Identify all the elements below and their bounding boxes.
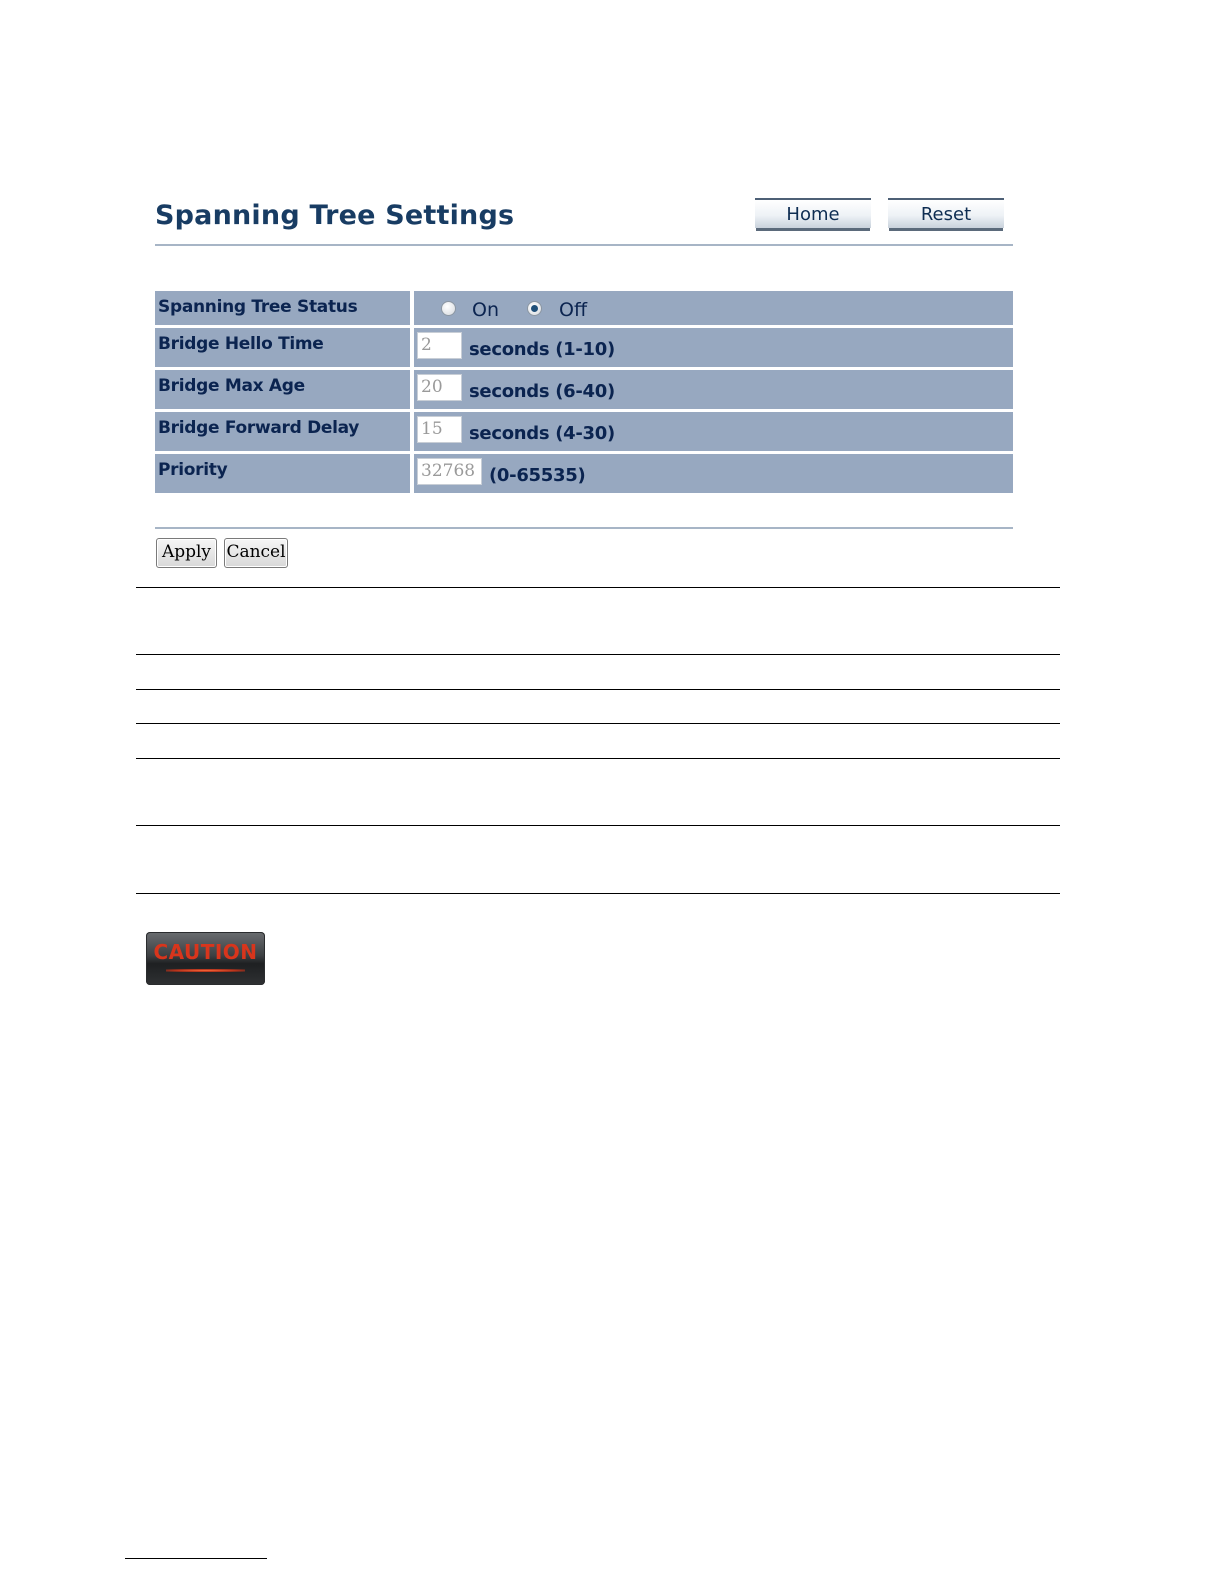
form-divider (155, 527, 1013, 529)
hello-time-row (155, 328, 1013, 367)
priority-label: Priority (155, 454, 410, 493)
doc-table-rule (136, 825, 1060, 826)
doc-table-rule (136, 723, 1060, 724)
doc-table-rule (136, 893, 1060, 894)
priority-value-cell (414, 454, 1013, 493)
hello-time-value-cell (414, 328, 1013, 367)
hello-time-label: Bridge Hello Time (155, 328, 410, 367)
status-off-radio[interactable] (527, 301, 542, 316)
max-age-value-cell (414, 370, 1013, 409)
doc-table-rule (136, 689, 1060, 690)
cancel-button[interactable]: Cancel (224, 538, 288, 568)
forward-delay-unit: seconds (4-30) (469, 423, 615, 444)
priority-row (155, 454, 1013, 493)
status-row (155, 291, 1013, 325)
hello-time-unit: seconds (1-10) (469, 339, 615, 360)
max-age-input[interactable]: 20 (417, 374, 462, 401)
forward-delay-input[interactable]: 15 (417, 416, 462, 443)
status-value-cell (414, 291, 1013, 325)
max-age-row (155, 370, 1013, 409)
home-button[interactable]: Home (755, 198, 871, 228)
status-on-label: On (472, 299, 499, 321)
apply-button[interactable]: Apply (156, 538, 217, 568)
doc-table-rule (136, 587, 1060, 588)
status-label: Spanning Tree Status (155, 291, 410, 325)
caution-label: CAUTION (153, 940, 258, 964)
max-age-label: Bridge Max Age (155, 370, 410, 409)
status-off-label: Off (559, 299, 588, 321)
priority-input[interactable]: 32768 (417, 458, 482, 485)
doc-table-rule (136, 654, 1060, 655)
forward-delay-value-cell (414, 412, 1013, 451)
doc-table-rule (136, 758, 1060, 759)
forward-delay-row (155, 412, 1013, 451)
forward-delay-label: Bridge Forward Delay (155, 412, 410, 451)
page-title: Spanning Tree Settings (155, 200, 515, 231)
status-on-radio[interactable] (441, 301, 456, 316)
caution-glow-icon (166, 969, 245, 972)
caution-badge (146, 932, 265, 985)
reset-button[interactable]: Reset (888, 198, 1004, 228)
hello-time-input[interactable]: 2 (417, 332, 462, 359)
max-age-unit: seconds (6-40) (469, 381, 615, 402)
title-divider (155, 244, 1013, 246)
footnote-rule (125, 1558, 267, 1559)
priority-unit: (0-65535) (489, 465, 586, 486)
